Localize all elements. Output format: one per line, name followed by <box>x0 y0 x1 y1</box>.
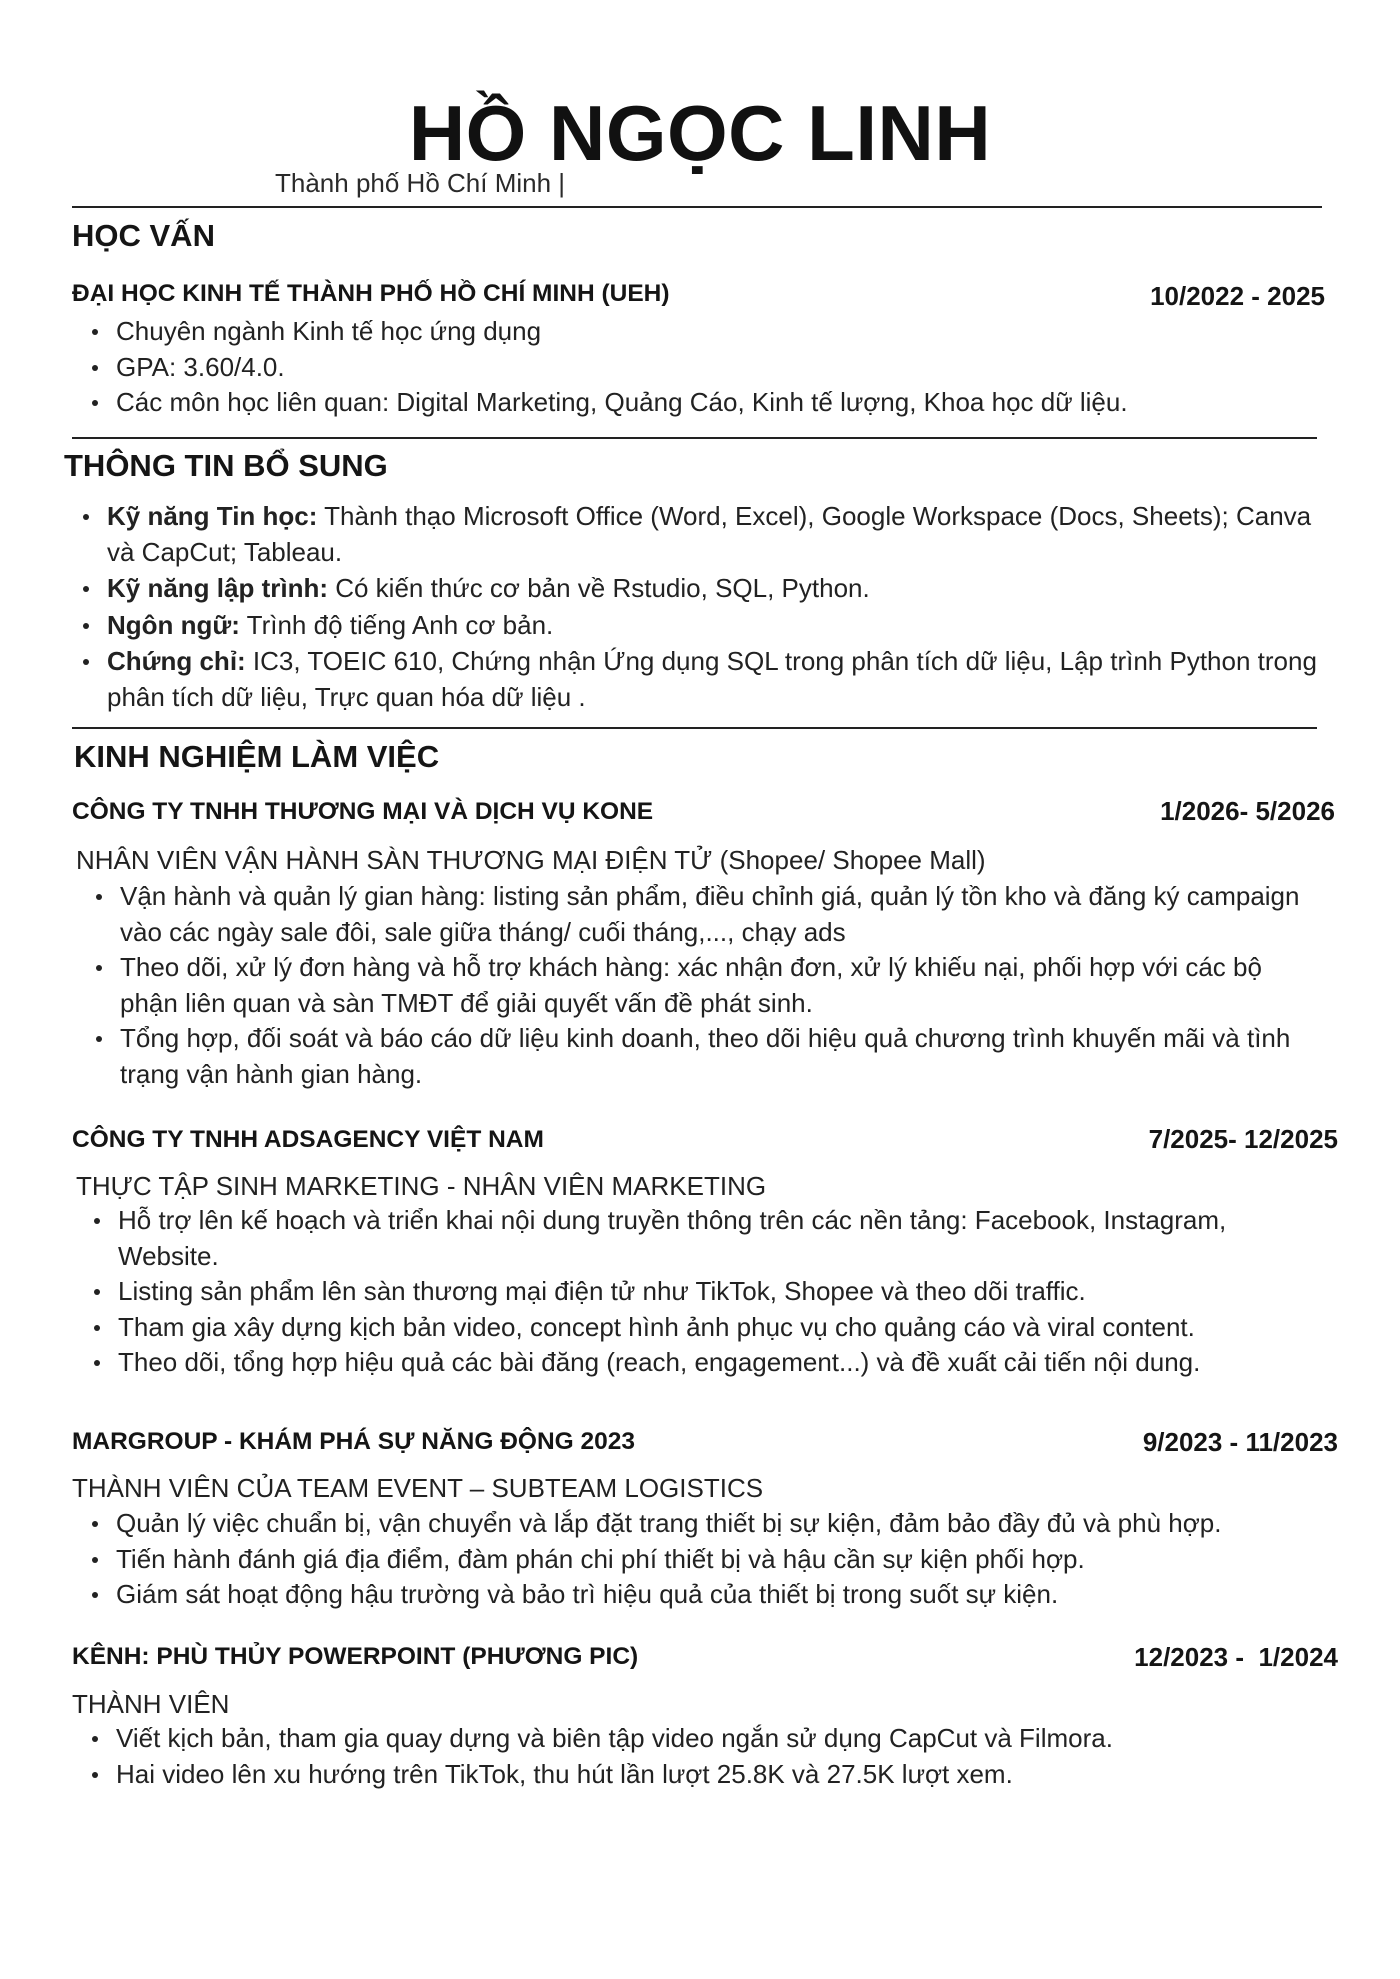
list-item: Theo dõi, xử lý đơn hàng và hỗ trợ khách hàng: xác nhận đơn, xử lý khiếu nại, phối hợp với các bộ phận liên quan và sàn TMĐT để giải quyết vấn đề phát sinh. <box>120 950 1320 1021</box>
list-item: Các môn học liên quan: Digital Marketing, Quảng Cáo, Kinh tế lượng, Khoa học dữ liệu. <box>116 385 1316 421</box>
job-company: KÊNH: PHÙ THỦY POWERPOINT (PHƯƠNG PIC) <box>72 1643 639 1670</box>
list-item: Quản lý việc chuẩn bị, vận chuyển và lắp đặt trang thiết bị sự kiện, đảm bảo đầy đủ và phù hợp. <box>116 1506 1321 1542</box>
skill-text: Trình độ tiếng Anh cơ bản. <box>239 609 554 640</box>
skill-text: IC3, TOEIC 610, Chứng nhận Ứng dụng SQL trong phân tích dữ liệu, Lập trình Python trong phân tích dữ liệu, Trực quan hóa dữ liệu . <box>107 646 1317 712</box>
skill-text: Có kiến thức cơ bản về Rstudio, SQL, Python. <box>328 573 870 603</box>
divider-education <box>72 437 1317 439</box>
job-date: 1/2026- 5/2026 <box>1160 796 1335 826</box>
list-item: Hai video lên xu hướng trên TikTok, thu hút lần lượt 25.8K và 27.5K lượt xem. <box>116 1757 1321 1793</box>
section-title-education: HỌC VẤN <box>72 218 215 253</box>
job-duties <box>118 1203 1323 1381</box>
education-date: 10/2022 - 2025 <box>1150 281 1325 311</box>
job-company: CÔNG TY TNHH ADSAGENCY VIỆT NAM <box>72 1126 544 1153</box>
location-line: Thành phố Hồ Chí Minh | <box>275 168 566 198</box>
skill-label: Ngôn ngữ: <box>107 609 240 640</box>
job-duties <box>120 879 1320 1092</box>
job-role: THÀNH VIÊN <box>72 1689 230 1719</box>
additional-list <box>107 499 1332 715</box>
job-role: THÀNH VIÊN CỦA TEAM EVENT – SUBTEAM LOGISTICS <box>72 1473 764 1503</box>
divider-additional <box>72 727 1317 729</box>
section-title-additional: THÔNG TIN BỔ SUNG <box>64 448 388 483</box>
list-item: Viết kịch bản, tham gia quay dựng và biên tập video ngắn sử dụng CapCut và Filmora. <box>116 1721 1321 1757</box>
list-item <box>107 608 1332 644</box>
list-item: Giám sát hoạt động hậu trường và bảo trì hiệu quả của thiết bị trong suốt sự kiện. <box>116 1577 1321 1613</box>
list-item <box>107 571 1332 607</box>
education-list <box>116 314 1316 421</box>
list-item: GPA: 3.60/4.0. <box>116 350 1316 386</box>
job-duties <box>116 1721 1321 1792</box>
skill-label: Kỹ năng lập trình: <box>107 573 328 603</box>
divider-header <box>72 206 1322 208</box>
skill-label: Chứng chỉ: <box>107 646 246 676</box>
job-date: 9/2023 - 11/2023 <box>1142 1427 1338 1457</box>
skill-text: Thành thạo Microsoft Office (Word, Excel), Google Workspace (Docs, Sheets); Canva và CapCut; Tableau. <box>107 501 1312 567</box>
list-item: Hỗ trợ lên kế hoạch và triển khai nội dung truyền thông trên các nền tảng: Facebook, Instagram, Website. <box>118 1203 1323 1274</box>
job-duties <box>116 1506 1321 1613</box>
job-company: CÔNG TY TNHH THƯƠNG MẠI VÀ DỊCH VỤ KONE <box>72 798 654 825</box>
list-item: Tham gia xây dựng kịch bản video, concept hình ảnh phục vụ cho quảng cáo và viral content. <box>118 1310 1323 1346</box>
list-item: Listing sản phẩm lên sàn thương mại điện tử như TikTok, Shopee và theo dõi traffic. <box>118 1274 1323 1310</box>
education-school: ĐẠI HỌC KINH TẾ THÀNH PHỐ HỒ CHÍ MINH (UEH) <box>72 280 670 307</box>
list-item: Theo dõi, tổng hợp hiệu quả các bài đăng (reach, engagement...) và đề xuất cải tiến nội dung. <box>118 1345 1323 1381</box>
list-item: Tiến hành đánh giá địa điểm, đàm phán chi phí thiết bị và hậu cần sự kiện phối hợp. <box>116 1542 1321 1578</box>
section-title-experience: KINH NGHIỆM LÀM VIỆC <box>74 739 440 774</box>
list-item <box>107 499 1332 570</box>
list-item: Tổng hợp, đối soát và báo cáo dữ liệu kinh doanh, theo dõi hiệu quả chương trình khuyến mãi và tình trạng vận hành gian hàng. <box>120 1021 1320 1092</box>
job-date: 7/2025- 12/2025 <box>1148 1124 1338 1154</box>
list-item: Vận hành và quản lý gian hàng: listing sản phẩm, điều chỉnh giá, quản lý tồn kho và đăng ký campaign vào các ngày sale đôi, sale giữa tháng/ cuối tháng,..., chạy ads <box>120 879 1320 950</box>
job-role: THỰC TẬP SINH MARKETING - NHÂN VIÊN MARKETING <box>76 1171 767 1201</box>
skill-label: Kỹ năng Tin học: <box>107 501 318 531</box>
job-role: NHÂN VIÊN VẬN HÀNH SÀN THƯƠNG MẠI ĐIỆN TỬ (Shopee/ Shopee Mall) <box>76 845 986 875</box>
list-item: Chuyên ngành Kinh tế học ứng dụng <box>116 314 1316 350</box>
list-item <box>107 644 1332 715</box>
job-date: 12/2023 - 1/2024 <box>1134 1642 1338 1672</box>
candidate-name: HỒ NGỌC LINH <box>408 89 992 177</box>
job-company: MARGROUP - KHÁM PHÁ SỰ NĂNG ĐỘNG 2023 <box>72 1428 636 1455</box>
